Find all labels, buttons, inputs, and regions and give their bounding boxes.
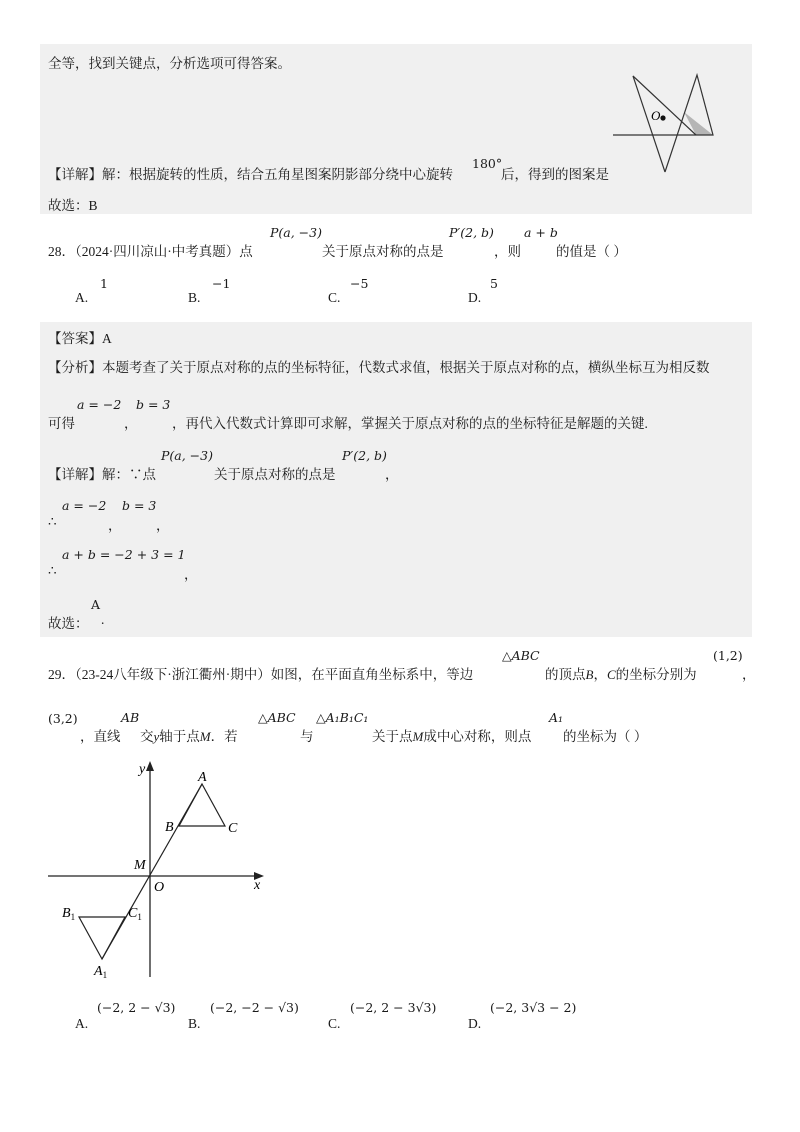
analysis-text: 全等，找到关键点，分析选项可得答案。 bbox=[48, 56, 291, 71]
option-value: (−2, 2 − 3√3) bbox=[350, 1000, 437, 1015]
q28-analysis-2-post: ，再代入代数式计算即可求解，掌握关于原点对称的点的坐标特征是解题的关键. bbox=[172, 416, 648, 431]
q28-option-d[interactable] bbox=[468, 276, 528, 306]
q29-stem2-f bbox=[372, 725, 531, 745]
b1-letter: B bbox=[62, 906, 71, 921]
q29-y: y bbox=[153, 729, 160, 744]
q28-option-a[interactable] bbox=[75, 276, 135, 306]
star-outline-2 bbox=[633, 76, 696, 172]
q28-answer: 【答案】A bbox=[48, 331, 112, 346]
a1-sub: 1 bbox=[102, 970, 108, 980]
a1-letter: A bbox=[94, 964, 103, 979]
b1-sub: 1 bbox=[70, 912, 76, 922]
q29-option-b[interactable] bbox=[188, 1000, 318, 1032]
q28-point-p: P(a, −3) bbox=[270, 225, 322, 240]
point-c-label: C bbox=[228, 821, 238, 836]
option-value: 1 bbox=[100, 276, 108, 291]
star-center-label: O bbox=[651, 108, 661, 123]
q28-sum-eq: a + b = −2 + 3 = 1 bbox=[62, 547, 186, 562]
q28-step-comma-2: ， bbox=[156, 518, 170, 533]
option-letter: B. bbox=[188, 1016, 201, 1031]
point-m-label: M bbox=[134, 858, 146, 873]
q29-coord-1: (1,2) bbox=[713, 648, 743, 663]
triangle-a1b1c1 bbox=[79, 917, 125, 959]
option-letter: C. bbox=[328, 1016, 341, 1031]
q28-option-c[interactable] bbox=[328, 276, 388, 306]
q28-step-comma: ， bbox=[108, 518, 122, 533]
detail-tail: 后，得到的图案是 bbox=[501, 167, 609, 182]
origin-label: O bbox=[154, 880, 165, 895]
q28-stem-mid: 关于原点对称的点是 bbox=[322, 244, 444, 259]
q28-detail-pre: 【详解】解：∵点 bbox=[48, 467, 156, 482]
detail-line bbox=[48, 163, 453, 183]
q28-final-letter: A bbox=[91, 597, 101, 612]
q29-sym-text: 成中心对称，则点 bbox=[423, 729, 532, 744]
choice-line: 故选：B bbox=[48, 198, 98, 213]
q28-final-pre: 故选： bbox=[48, 616, 89, 631]
x-axis-label: x bbox=[254, 878, 261, 893]
q28-analysis-1: 【分析】本题考查了关于原点对称的点的坐标特征，代数式求值，根据关于原点对称的点，横纵坐标互为相反数 bbox=[48, 360, 710, 375]
y-axis-arrow bbox=[146, 761, 154, 771]
q28-stem-end: 的值是（ ） bbox=[556, 244, 627, 259]
option-letter: D. bbox=[468, 1016, 482, 1031]
rotation-angle: 180° bbox=[472, 156, 503, 171]
q29-m-2: M bbox=[412, 729, 424, 744]
q29-m: M bbox=[199, 729, 211, 744]
star-figure bbox=[610, 72, 720, 178]
option-value: −5 bbox=[350, 276, 369, 291]
q29-stem2-h: 的坐标为（ ） bbox=[563, 729, 648, 744]
q28-stem-prefix: 28．（2024·四川凉山·中考真题）点 bbox=[48, 244, 253, 259]
option-value: (−2, −2 − √3) bbox=[210, 1000, 299, 1015]
q29-triangle-a1b1c1: △A₁B₁C₁ bbox=[316, 710, 369, 725]
q28-eq-b: b = 3 bbox=[136, 397, 171, 412]
q29-option-c[interactable] bbox=[328, 1000, 458, 1032]
q28-detail-point-p: P(a, −3) bbox=[161, 448, 213, 463]
q29-triangle-abc: △ABC bbox=[502, 648, 540, 663]
star-center-dot bbox=[660, 115, 665, 120]
q28-step-b: b = 3 bbox=[122, 498, 157, 513]
q29-triangle-abc-2: △ABC bbox=[258, 710, 296, 725]
q29-stem2-e: 与 bbox=[300, 729, 314, 744]
q29-stem1-pre: 29．（23-24八年级下·浙江衢州·期中）如图，在平面直角坐标系中，等边 bbox=[48, 667, 474, 682]
q28-detail-point-p2: P′(2, b) bbox=[342, 448, 387, 463]
q29-option-a[interactable] bbox=[75, 1000, 185, 1032]
therefore-symbol-2: ∴ bbox=[48, 563, 57, 578]
q28-step-a: a = −2 bbox=[62, 498, 107, 513]
q28-final-dot: . bbox=[101, 612, 105, 627]
q28-expr: a + b bbox=[524, 225, 558, 240]
q29-sep: ， bbox=[593, 667, 607, 682]
triangle-abc bbox=[179, 784, 225, 826]
detail-head: 【详解】解：根据旋转的性质，结合五角星图案阴影部分绕中心旋转 bbox=[48, 167, 453, 182]
point-b-label: B bbox=[165, 820, 174, 835]
q29-stem2-b bbox=[140, 725, 238, 745]
point-a-label: A bbox=[198, 770, 207, 785]
q28-comma: ， bbox=[124, 416, 138, 431]
q28-detail-mid: 关于原点对称的点是 bbox=[214, 467, 336, 482]
q28-point-p2: P′(2, b) bbox=[449, 225, 494, 240]
q29-option-d[interactable] bbox=[468, 1000, 598, 1032]
q28-option-b[interactable] bbox=[188, 276, 248, 306]
q29-about-text: 关于点 bbox=[372, 729, 413, 744]
q29-a1: A₁ bbox=[549, 710, 564, 725]
point-a1-label bbox=[93, 964, 107, 980]
point-b1-label bbox=[62, 906, 75, 922]
point-c1-label bbox=[128, 906, 142, 922]
q29-c: C bbox=[606, 667, 616, 682]
q29-stem1-mid bbox=[545, 663, 697, 683]
option-value: (−2, 2 − √3) bbox=[97, 1000, 176, 1015]
q29-line-ab: AB bbox=[121, 710, 140, 725]
q29-intersect-text: 交 bbox=[140, 729, 154, 744]
option-value: (−2, 3√3 − 2) bbox=[490, 1000, 577, 1015]
q28-sum-comma: ， bbox=[184, 567, 198, 582]
option-letter: D. bbox=[468, 290, 482, 305]
therefore-symbol: ∴ bbox=[48, 514, 57, 529]
option-letter: A. bbox=[75, 1016, 89, 1031]
q29-vertex-text: 的顶点 bbox=[545, 667, 586, 682]
q28-stem-then: ，则 bbox=[494, 244, 521, 259]
q29-coord-2: (3,2) bbox=[48, 711, 78, 726]
coordinate-figure bbox=[40, 755, 280, 985]
option-letter: B. bbox=[188, 290, 201, 305]
option-letter: A. bbox=[75, 290, 89, 305]
q28-eq-a: a = −2 bbox=[77, 397, 122, 412]
option-value: 5 bbox=[490, 276, 498, 291]
c1-sub: 1 bbox=[137, 912, 142, 922]
q29-axis-text: 轴于点 bbox=[159, 729, 200, 744]
q29-b: B bbox=[585, 667, 594, 682]
q29-stem2-a: ，直线 bbox=[80, 729, 121, 744]
option-value: −1 bbox=[212, 276, 231, 291]
q29-stem1-post: 的坐标分别为 bbox=[615, 667, 697, 682]
star-shaded-region bbox=[684, 112, 713, 135]
q28-detail-end: ， bbox=[385, 467, 399, 482]
q29-coord-comma: ， bbox=[742, 667, 756, 682]
option-letter: C. bbox=[328, 290, 341, 305]
q29-if-text: ．若 bbox=[210, 729, 238, 744]
c1-letter: C bbox=[128, 906, 138, 921]
y-axis-label: y bbox=[139, 762, 146, 777]
q28-analysis-2-pre: 可得 bbox=[48, 416, 75, 431]
